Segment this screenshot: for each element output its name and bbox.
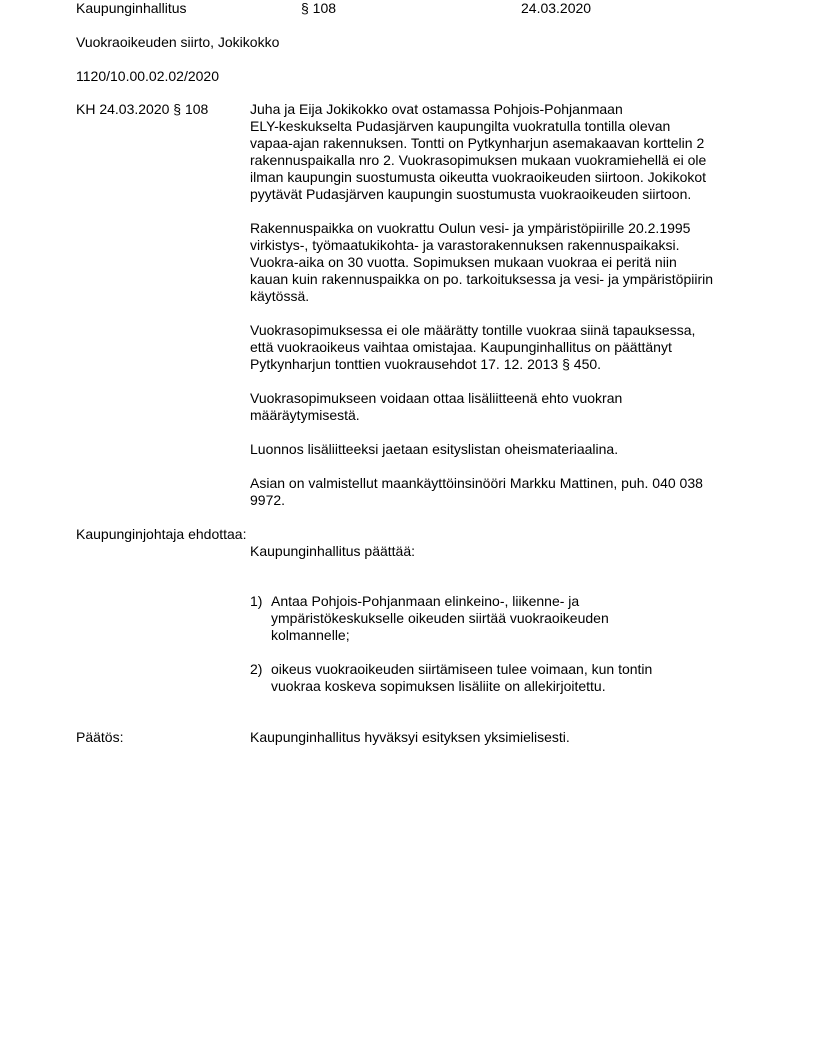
record-number: 1120/10.00.02.02/2020 xyxy=(76,68,219,84)
paragraph-1 xyxy=(250,101,745,203)
paragraph-line: vapaa-ajan rakennuksen. Tontti on Pytkynharjun asemakaavan korttelin 2 xyxy=(250,135,705,151)
paragraph-line: Rakennuspaikka on vuokrattu Oulun vesi- ja ympäristöpiirille 20.2.1995 xyxy=(250,220,691,236)
paragraph-line: että vuokraoikeus vaihtaa omistajaa. Kaupunginhallitus on päättänyt xyxy=(250,339,672,355)
document-title: Vuokraoikeuden siirto, Jokikokko xyxy=(76,34,280,50)
paragraph-2 xyxy=(250,220,745,305)
header-section: § 108 xyxy=(301,0,337,16)
paragraph-line: Vuokra-aika on 30 vuotta. Sopimuksen mukaan vuokraa ei peritä niin xyxy=(250,254,677,270)
paragraph-line: Vuokrasopimukseen voidaan ottaa lisäliitteenä ehto vuokran xyxy=(250,390,623,406)
paragraph-line: kauan kuin rakennuspaikka on po. tarkoituksessa ja vesi- ja ympäristöpiirin xyxy=(250,271,714,287)
paragraph-line: virkistys-, työmaatukikohta- ja varastorakennuksen rakennuspaikaksi. xyxy=(250,237,680,253)
list-number: 1) xyxy=(250,593,263,609)
list-text-line: ympäristökeskukselle oikeuden siirtää vuokraoikeuden xyxy=(271,610,609,626)
paragraph-line: Luonnos lisäliitteeksi jaetaan esityslistan oheismateriaalina. xyxy=(250,441,619,457)
decision-text: Kaupunginhallitus hyväksyi esityksen yksimielisesti. xyxy=(250,729,570,745)
paragraph-line: Pytkynharjun tonttien vuokrausehdot 17. 12. 2013 § 450. xyxy=(250,356,602,372)
list-text xyxy=(271,661,652,695)
paragraph-line: käytössä. xyxy=(250,288,310,304)
decision-label: Päätös: xyxy=(76,729,124,745)
item-reference: KH 24.03.2020 § 108 xyxy=(76,101,209,117)
paragraph-line: 9972. xyxy=(250,492,286,508)
list-number: 2) xyxy=(250,661,263,677)
header-body-name: Kaupunginhallitus xyxy=(76,0,187,16)
list-text-line: Antaa Pohjois-Pohjanmaan elinkeino-, liikenne- ja xyxy=(271,593,580,609)
paragraph-6 xyxy=(250,475,745,509)
paragraph-4 xyxy=(250,390,745,424)
proposal-intro: Kaupunginhallitus päättää: xyxy=(250,543,416,559)
paragraph-line: rakennuspaikalla nro 2. Vuokrasopimuksen mukaan vuokramiehellä ei ole xyxy=(250,152,707,168)
list-text-line: vuokraa koskeva sopimuksen lisäliite on allekirjoitettu. xyxy=(271,678,606,694)
list-text-line: oikeus vuokraoikeuden siirtämiseen tulee voimaan, kun tontin xyxy=(271,661,653,677)
list-text-line: kolmannelle; xyxy=(271,627,350,643)
paragraph-line: Juha ja Eija Jokikokko ovat ostamassa Pohjois-Pohjanmaan xyxy=(250,101,623,117)
header-date: 24.03.2020 xyxy=(521,0,592,16)
paragraph-line: määräytymisestä. xyxy=(250,407,360,423)
paragraph-5 xyxy=(250,441,745,458)
proposal-label: Kaupunginjohtaja ehdottaa: xyxy=(76,526,247,542)
paragraph-line: Vuokrasopimuksessa ei ole määrätty tontille vuokraa siinä tapauksessa, xyxy=(250,322,696,338)
list-text xyxy=(271,593,609,644)
paragraph-3 xyxy=(250,322,745,373)
paragraph-line: ELY-keskukselta Pudasjärven kaupungilta vuokratulla tontilla olevan xyxy=(250,118,671,134)
paragraph-line: Asian on valmistellut maankäyttöinsinööri Markku Mattinen, puh. 040 038 xyxy=(250,475,703,491)
paragraph-line: ilman kaupungin suostumusta oikeutta vuokraoikeuden siirtoon. Jokikokot xyxy=(250,169,707,185)
paragraph-line: pyytävät Pudasjärven kaupungin suostumusta vuokraoikeuden siirtoon. xyxy=(250,186,692,202)
